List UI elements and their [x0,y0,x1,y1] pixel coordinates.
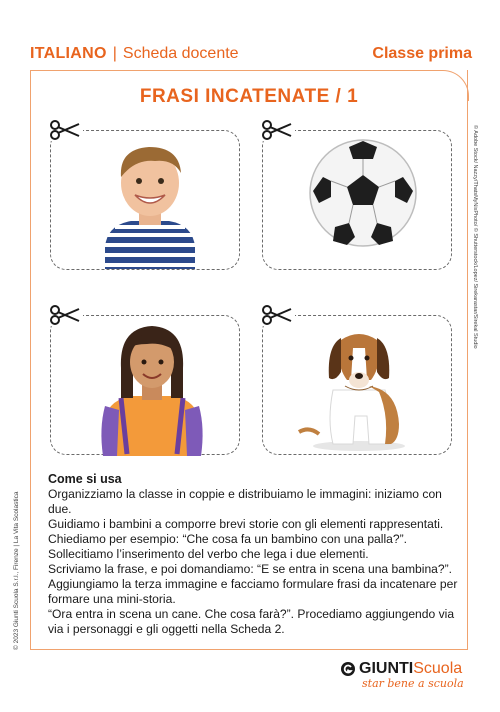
header-separator: | [112,45,117,62]
scissors-icon [259,304,295,326]
instructions-paragraph: Sollecitiamo l’inserimento del verbo che lega i due elementi. [48,547,369,561]
instructions-section [48,472,458,637]
girl-illustration [97,318,207,456]
logo-brand-scuola: Scuola [413,660,463,677]
subject-label: ITALIANO [30,45,107,62]
instructions-paragraph: Chiediamo per esempio: “Che cosa fa un bambino con una palla?”. [48,532,407,546]
scissors-icon [259,119,295,141]
dog-illustration [293,320,423,452]
giunti-g-icon [340,661,356,677]
grade-label: Classe prima [372,45,472,62]
cutout-card-girl [50,315,240,455]
cutout-card-dog [262,315,452,455]
scissors-icon [47,304,83,326]
copyright-credit: © 2023 Giunti Scuola S.r.l., Firenze | La Vita Scolastica [13,491,20,650]
instructions-paragraph: Organizziamo la classe in coppie e distribuiamo le immagini: iniziamo con due. [48,487,442,516]
publisher-logo [340,660,475,700]
header-left [30,45,239,63]
instructions-paragraph: “Ora entra in scena un cane. Che cosa farà?”. Procediamo aggiungendo via via i personaggi e gli oggetti nella Scheda 2. [48,607,455,636]
doc-type-label: Scheda docente [122,45,239,62]
worksheet-title: FRASI INCATENATE / 1 [139,86,359,107]
soccer-ball-illustration [307,137,419,249]
photo-credit: © Adobe Stock/ Nazzy/ThatsMyNixPhoto/ © Shutterstock/Lopez/ Sirekarastar/Sirekal Studio [472,125,478,349]
boy-illustration [95,137,205,269]
page-header [30,42,472,66]
instructions-paragraph: Scriviamo la frase, e poi domandiamo: “E se entra in scena una bambina?”. [48,562,453,576]
cutout-card-boy [50,130,240,270]
instructions-paragraph: Guidiamo i bambini a comporre brevi storie con gli elementi rappresentati. [48,517,444,531]
logo-wordmark [340,660,475,678]
logo-brand-giunti: GIUNTI [359,660,414,677]
scissors-icon [47,119,83,141]
logo-tagline: star bene a scuola [362,677,464,690]
instructions-heading: Come si usa [48,472,122,486]
instructions-paragraph: Aggiungiamo la terza immagine e facciamo formulare frasi da incatenare per formare una mini-storia. [48,577,458,606]
cutout-card-ball [262,130,452,270]
